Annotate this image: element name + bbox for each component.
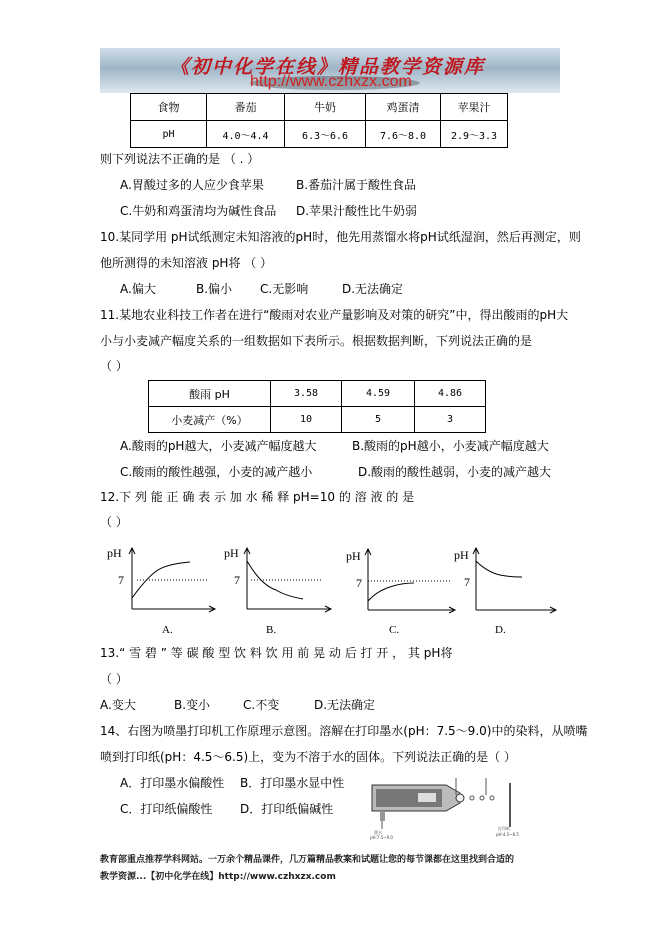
chart-a-axes [129,548,215,612]
q10-option-c: C.无影响 [260,282,309,296]
table-cell: 2.9～3.3 [441,121,508,148]
acid-rain-table [148,380,486,433]
chart-a-ref-label: 7 [118,573,124,587]
table-cell: 4.0～4.4 [207,121,285,148]
q13-option-c: C.不变 [243,698,280,712]
chart-a [105,540,225,620]
q13-option-b: B.变小 [174,698,211,712]
banner-title: 《初中化学在线》精品教学资源库 [170,56,486,78]
q12-line1: 12.下 列 能 正 确 表 示 加 水 稀 释 pH=10 的 溶 液 的 是 [100,490,415,504]
q11-option-a: A.酸雨的pH越大，小麦减产幅度越大 [120,439,317,453]
q9-option-c: C.牛奶和鸡蛋清均为碱性食品 [120,204,277,218]
q10-line1: 10.某同学用 pH试纸测定未知溶液的pH时，他先用蒸馏水将pH试纸湿润，然后再测定，则 [100,230,581,244]
chart-d-ref-label: 7 [464,575,470,589]
banner-url[interactable]: http://www.czhxzx.com [250,73,412,90]
q14-option-b: B．打印墨水显中性 [240,776,345,790]
table-cell: 食物 [131,94,207,121]
chart-d [452,540,572,620]
q13-option-a: A.变大 [100,698,136,712]
q10-option-b: B.偏小 [196,282,233,296]
paper-label: 打印纸 [498,826,510,831]
table-cell: 4.86 [415,381,486,407]
q11-option-c: C.酸雨的酸性越强，小麦的减产越小 [120,465,313,479]
chart-b-label: B. [266,624,277,636]
q10-option-d: D.无法确定 [342,282,404,296]
footer-line2[interactable]: 教学资源...【初中化学在线】http://www.czhxzx.com [100,872,336,882]
inkjet-printer-diagram [368,775,538,840]
table-cell: 5 [342,407,415,433]
table-cell: 10 [271,407,342,433]
q9-option-b: B.番茄汁属于酸性食品 [296,178,417,192]
table-cell: 3.58 [271,381,342,407]
q13-line1: 13.“ 雪 碧 ” 等 碳 酸 型 饮 料 饮 用 前 晃 动 后 打 开 ， 其 pH将 [100,646,453,660]
paper-ph-label: pH:4.5~6.5 [496,832,519,837]
q11-line2: 小与小麦减产幅度关系的一组数据如下表所示。根据数据判断，下列说法正确的是 [100,334,533,348]
chart-b [221,540,341,620]
table-cell: 4.59 [342,381,415,407]
q14-option-c: C．打印纸偏酸性 [120,802,213,816]
chart-c-ylabel: pH [346,549,361,563]
q14-option-d: D．打印纸偏碱性 [240,802,334,816]
table-cell: 番茄 [207,94,285,121]
chart-d-ylabel: pH [454,548,469,562]
chart-c-label: C. [389,624,400,636]
q9-option-a: A.胃酸过多的人应少食苹果 [120,178,264,192]
table-cell: 3 [415,407,486,433]
header-banner [100,48,560,93]
table-cell: 7.6～8.0 [366,121,441,148]
q11-line3: （ ） [100,359,128,373]
table-cell: 苹果汁 [441,94,508,121]
q9-stem: 则下列说法不正确的是 （ . ） [100,152,260,166]
chart-b-ref-label: 7 [234,573,240,587]
q14-line1: 14、右图为喷墨打印机工作原理示意图。溶解在打印墨水(pH：7.5～9.0)中的染料，从喷嘴 [100,724,588,738]
table-cell: 酸雨 pH [149,381,271,407]
q14-line2: 喷到打印纸(pH：4.5～6.5)上，变为不溶于水的固体。下列说法正确的是（ ） [100,750,516,764]
q13-line2: （ ） [100,672,128,686]
table-cell: 小麦减产（%） [149,407,271,433]
chart-c [343,540,463,620]
chart-c-curve [368,583,414,601]
ink-label: 墨水 [374,830,382,835]
chart-c-ref-label: 7 [356,576,362,590]
q10-line2: 他所测得的未知溶液 pH将 （ ） [100,256,273,270]
q9-option-d: D.苹果汁酸性比牛奶弱 [296,204,418,218]
chart-a-ylabel: pH [107,546,122,560]
table-cell: pH [131,121,207,148]
q11-option-d: D.酸雨的酸性越弱，小麦的减产越大 [358,465,552,479]
table-cell: 牛奶 [285,94,366,121]
chart-d-axes [473,548,556,613]
q13-option-d: D.无法确定 [314,698,376,712]
chart-b-ylabel: pH [224,546,239,560]
q11-line1: 11.某地农业科技工作者在进行“酸雨对农业产量影响及对策的研究”中，得出酸雨的pH大 [100,308,569,322]
table-cell: 鸡蛋清 [366,94,441,121]
table-cell: 6.3～6.6 [285,121,366,148]
food-ph-table [130,93,508,148]
footer-line1: 教育部重点推荐学科网站。一万余个精品课件，几万篇精品教案和试题让您的每节课都在这里找到合适的 [100,855,515,865]
q11-option-b: B.酸雨的pH越小，小麦减产幅度越大 [352,439,549,453]
q12-line2: （ ） [100,515,128,529]
chart-d-curve [476,561,522,577]
ink-ph-label: pH:7.5~9.0 [370,835,393,840]
q14-option-a: A．打印墨水偏酸性 [120,776,225,790]
q10-option-a: A.偏大 [120,282,156,296]
chart-a-label: A. [162,624,173,636]
chart-d-label: D. [495,624,506,636]
